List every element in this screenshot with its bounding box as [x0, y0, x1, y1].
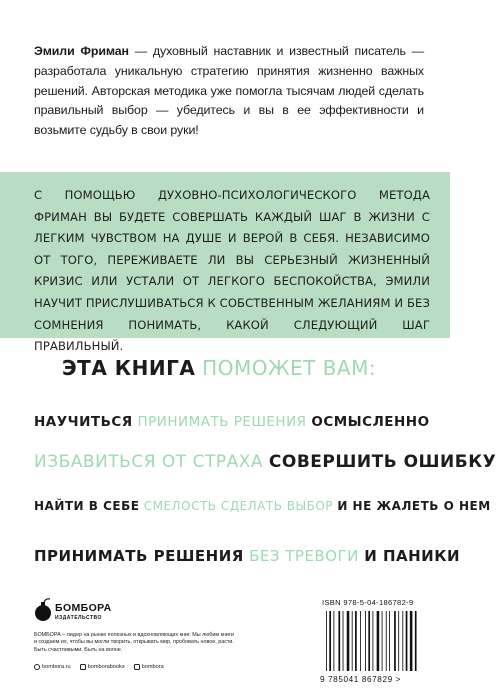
contact-website-label: bombora.ru: [42, 664, 71, 670]
benefit-4-b: БЕЗ ТРЕВОГИ: [249, 547, 359, 565]
contact-vk[interactable]: [80, 664, 125, 670]
description-block: [0, 172, 450, 354]
barcode-digits: 9 785041 867829 >: [320, 675, 402, 684]
benefit-3: [34, 499, 491, 513]
publisher-area: [0, 596, 450, 692]
vk-icon: [80, 664, 86, 670]
benefit-2-a: ИЗБАВИТЬСЯ ОТ СТРАХА: [34, 452, 263, 472]
isbn-label: ISBN 978-5-04-186782-9: [322, 598, 414, 607]
publisher-subtitle: ИЗДАТЕЛЬСТВО: [55, 615, 102, 621]
benefit-2: [34, 452, 496, 472]
contact-website[interactable]: [34, 664, 71, 670]
author-name: Эмили Фриман: [34, 44, 129, 58]
instagram-icon: [134, 664, 140, 670]
publisher-contacts: [34, 664, 164, 670]
publisher-name: БОМБОРА: [55, 602, 112, 614]
intro-text: — духовный наставник и известный писатель — разработала уникальную стратегию принятия жизненно важных решений. Авторская методика уже помогла тысячам людей сделать правильный выбор — убедитесь и вы в ее эффективности и возьмите судьбу в свои руки!: [34, 44, 424, 138]
benefit-3-c: И НЕ ЖАЛЕТЬ О НЕМ: [337, 499, 491, 513]
contact-instagram-label: bombora: [141, 664, 164, 670]
description-text: С ПОМОЩЬЮ ДУХОВНО-ПСИХОЛОГИЧЕСКОГО МЕТОДА ФРИМАН ВЫ БУДЕТЕ СОВЕРШАТЬ КАЖДЫЙ ШАГ В ЖИЗНИ С ЛЕГКИМ ЧУВСТВОМ НА ДУШЕ И ВЕРОЙ В СЕБЯ. НЕЗАВИСИМО ОТ ТОГО, ПЕРЕЖИВАЕТЕ ЛИ ВЫ СЕРЬЕЗНЫЙ ЖИЗНЕННЫЙ КРИЗИС ИЛИ УСТАЛИ ОТ ЛЕГКОГО БЕСПОКОЙСТВА, ЭМИЛИ НАУЧИТ ПРИСЛУШИВАТЬСЯ К СОБСТВЕННЫМ ЖЕЛАНИЯМ И БЕЗ СОМНЕНИЯ ПОНИМАТЬ, КАКОЙ СЛЕДУЮЩИЙ ШАГ ПРАВИЛЬНЫЙ.: [34, 188, 430, 354]
benefit-1-b: ПРИНИМАТЬ РЕШЕНИЯ: [137, 414, 307, 430]
bomb-logo-icon: [34, 598, 52, 622]
benefit-4-a: ПРИНИМАТЬ РЕШЕНИЯ: [34, 547, 244, 565]
benefit-1-c: ОСМЫСЛЕННО: [311, 414, 430, 430]
publisher-logo: [34, 598, 134, 624]
barcode: [318, 609, 430, 685]
benefit-4-c: И ПАНИКИ: [364, 547, 461, 565]
contact-instagram[interactable]: [134, 664, 164, 670]
publisher-description: БОМБОРА – лидер на рынке полезных и вдохновляющих книг. Мы любим книги и создаем их, чтобы вы могли творить, открывать мир, пробовать новое, расти. Быть счастливыми. Быть на волне.: [34, 632, 234, 653]
benefit-3-a: НАЙТИ В СЕБЕ: [34, 499, 140, 513]
benefit-2-b: СОВЕРШИТЬ ОШИБКУ: [268, 452, 496, 472]
intro-paragraph: [34, 42, 424, 141]
headline-part2: ПОМОЖЕТ ВАМ:: [202, 356, 377, 380]
benefit-3-b: СМЕЛОСТЬ СДЕЛАТЬ ВЫБОР: [143, 499, 333, 513]
headline: [62, 356, 376, 380]
benefit-1: [34, 414, 430, 430]
headline-part1: ЭТА КНИГА: [62, 356, 196, 380]
globe-icon: [34, 664, 40, 670]
contact-vk-label: bomborabooks: [87, 664, 125, 670]
benefit-4: [34, 547, 460, 565]
benefit-1-a: НАУЧИТЬСЯ: [34, 414, 133, 430]
